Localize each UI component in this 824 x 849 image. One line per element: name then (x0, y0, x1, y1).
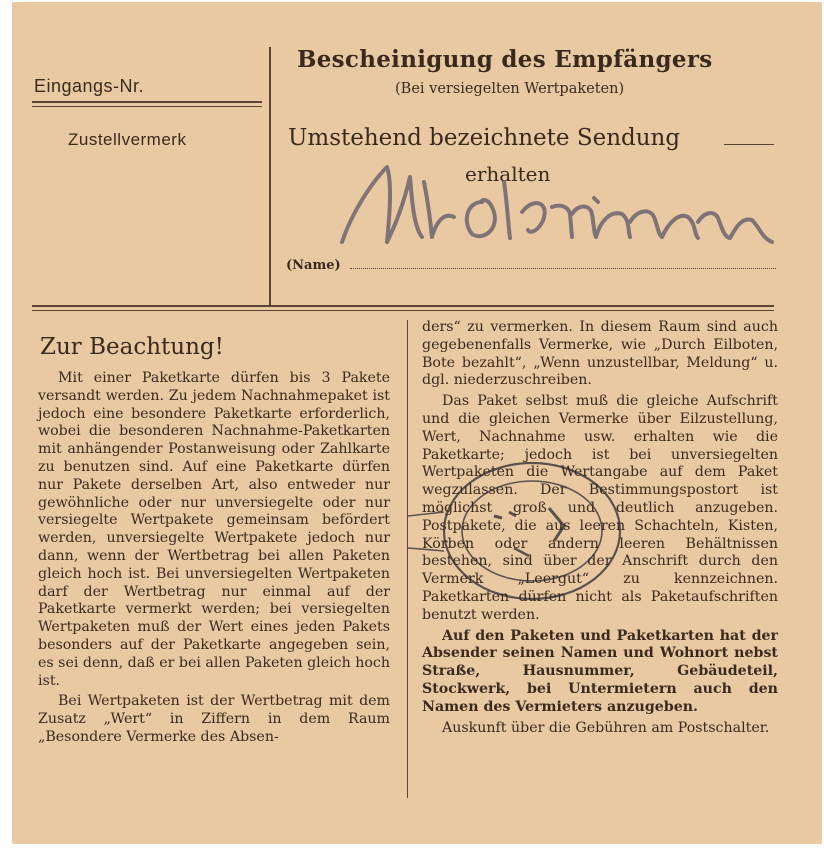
zustellvermerk-label: Zustellvermerk (68, 130, 187, 149)
notice-title: Zur Beachtung! (40, 334, 224, 360)
notice-paragraph-bold: Auf den Paketen und Paketkarten hat der Absender seinen Namen und Wohnort nebst Straße, Hausnummer, Gebäudeteil, Stockwerk, bei Untermietern auch den Namen des Vermieters anzugeben. (422, 627, 778, 715)
notice-left-column (38, 370, 390, 747)
top-vertical-divider (269, 47, 271, 305)
notice-paragraph: Mit einer Paketkarte dürfen bis 3 Pakete versandt werden. Zu jedem Nachnahmepaket ist jedoch eine besondere Paketkarte erforderlich, wobei die besonderen Nachnahme-Paketkarten mit anhängender Postanweisung oder Zahlkarte zu benutzen sind. Auf eine Paketkarte dürfen nur Pakete derselben Art, also entweder nur gewöhnliche oder nur unversiegelte oder nur versiegelte Wertpakete gemeinsam befördert werden, unversiegelte Wertpakete jedoch nur dann, wenn der Wertbetrag bei allen Paketen gleich hoch ist. Bei unversiegelten Wertpaketen darf der Wertbetrag nur einmal auf der Paketkarte vermerkt werden; bei versiegelten Wertpaketen muß der Wert eines jeden Pakets besonders auf der Paketkarte angegeben sein, es sei denn, daß er bei allen Paketen gleich hoch ist. (38, 370, 391, 689)
bescheinigung-title: Bescheinigung des Empfängers (297, 46, 713, 73)
signature-icon (332, 142, 792, 272)
section-divider (32, 305, 774, 307)
erhalten-text: erhalten (465, 162, 551, 186)
umstehend-text: Umstehend bezeichnete Sendung (288, 125, 681, 151)
notice-paragraph: Auskunft über die Gebühren am Postschalter. (442, 719, 770, 736)
notice-paragraph: ders“ zu vermerken. In diesem Raum sind auch gegebenenfalls Vermerke, wie „Durch Eilboten, Bote bezahlt“, „Wenn unzustellbar, Meldung“ u. dgl. niederzuschreiben. (422, 319, 778, 389)
name-label: (Name) (286, 258, 341, 273)
postmark-stamp-icon (404, 456, 634, 606)
bescheinigung-subtitle: (Bei versiegelten Wertpaketen) (395, 81, 625, 97)
notice-paragraph: Das Paket selbst muß die gleiche Aufschrift und die gleichen Vermerke über Eilzustellung, Wert, Nachnahme usw. erhalten wie die Paketkarte; jedoch ist bei unversiegelten Wertpaketen die Wertangabe auf dem Paket wegzulassen. Der Bestimmungspostort ist möglichst groß und deutlich anzugeben. Postpakete, die aus leeren Schachteln, Kisten, Körben oder andern leeren Behältnissen bestehen, sind über der Anschrift durch den Vermerk „Leergut“ zu kennzeichnen. Paketkarten dürfen nicht als Paketaufschriften benutzt werden. (422, 393, 778, 623)
section-divider-thin (32, 310, 774, 311)
eingangs-nr-label: Eingangs-Nr. (34, 76, 145, 96)
eingangs-nr-line-thin (32, 106, 262, 107)
eingangs-nr-line (32, 101, 262, 103)
parcel-card (12, 2, 822, 844)
notice-paragraph: Bei Wertpaketen ist der Wertbetrag mit dem Zusatz „Wert“ in Ziffern in dem Raum „Besondere Vermerke des Absen- (38, 693, 390, 745)
